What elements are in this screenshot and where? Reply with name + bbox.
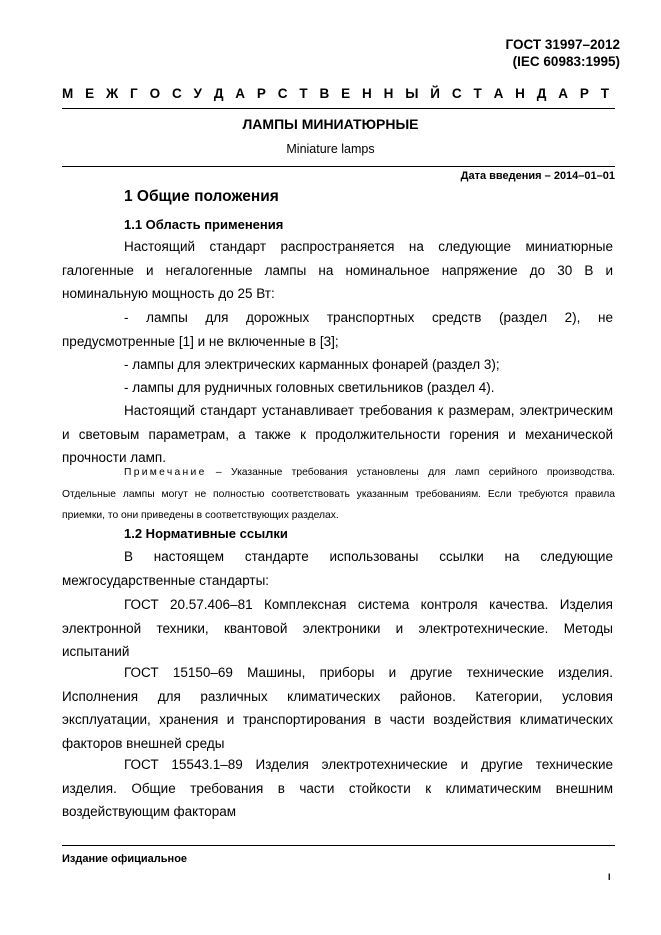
heading-letter: Ж <box>105 86 119 101</box>
text-line: испытаний <box>62 644 130 660</box>
text-line: ГОСТ 15150–69 Машины, приборы и другие технические изделия. <box>124 665 613 680</box>
heading-letter: Д <box>213 86 224 101</box>
text-line: - лампы для дорожных транспортных средств (раздел 2), не <box>124 310 613 325</box>
heading-letter: Н <box>515 86 525 101</box>
heading-letter: Й <box>430 86 440 101</box>
text-line <box>62 462 615 484</box>
text-line: эксплуатации, хранения и транспортирования в части воздействия климатических <box>62 712 613 728</box>
text-line: воздействующим факторам <box>62 804 237 820</box>
reference-item <box>62 753 613 824</box>
official-edition-label: Издание официальное <box>62 853 188 865</box>
text-line: электронной техники, квантовой электроники и электротехнические. Методы <box>62 620 613 636</box>
requirements-paragraph <box>62 399 613 470</box>
text-line: факторов внешней среды <box>62 735 225 751</box>
list-item <box>62 306 613 353</box>
heading-letter: В <box>319 86 330 101</box>
references-intro <box>62 545 613 592</box>
text-line: Исполнения для различных климатических районов. Категории, условия <box>62 688 613 704</box>
heading-letter: Т <box>600 86 609 101</box>
header-divider <box>62 108 615 109</box>
heading-letter: Н <box>383 86 394 101</box>
document-subtitle: Miniature lamps <box>286 142 375 156</box>
title-divider <box>62 166 615 167</box>
text-line: Настоящий стандарт устанавливает требования к размерам, электрическим <box>124 403 613 418</box>
text-line: ГОСТ 15543.1–89 Изделия электротехнические и другие технические <box>124 757 613 772</box>
note-label: Примечание <box>124 467 207 478</box>
heading-letter: У <box>193 86 202 101</box>
document-title: ЛАМПЫ МИНИАТЮРНЫЕ <box>242 116 419 132</box>
heading-letter: А <box>493 86 504 101</box>
heading-letter: О <box>149 86 161 101</box>
heading-letter: С <box>171 86 182 101</box>
text-line: межгосударственные стандарты: <box>62 572 270 588</box>
heading-letter: С <box>277 86 288 101</box>
text-line: приемки, то они приведены в соответствующих разделах. <box>62 510 339 521</box>
text-line: и световым параметрам, а также к продолжительности горения и механической <box>62 426 613 442</box>
text-line: В настоящем стандарте использованы ссылки на следующие <box>124 549 613 564</box>
heading-letter: М <box>62 86 74 101</box>
standard-number: ГОСТ 31997–2012 <box>505 37 620 52</box>
text-line: изделия. Общие требования в части стойкости к климатическим внешним <box>62 780 613 796</box>
heading-letter: Д <box>536 86 547 101</box>
footer-divider <box>62 845 615 846</box>
heading-letter: А <box>235 86 246 101</box>
text-line: Отдельные лампы могут не полностью соответствовать указанным требованиям. Если требуются правила <box>62 488 615 500</box>
heading-letter: Р <box>256 86 266 101</box>
reference-item <box>62 593 613 664</box>
text-line: Настоящий стандарт распространяется на следующие миниатюрные <box>124 239 613 254</box>
text-line: предусмотренные [1] и не включенные в [3]; <box>62 333 339 349</box>
interstate-standard-heading <box>62 86 609 101</box>
heading-letter: Т <box>299 86 308 101</box>
note <box>62 462 615 527</box>
text-line: номинальную мощность до 25 Вт: <box>62 286 275 302</box>
date-of-introduction: Дата введения – 2014–01–01 <box>460 170 615 182</box>
page-number: I <box>608 872 611 882</box>
document-number-block <box>506 36 620 70</box>
list-item: - лампы для рудничных головных светильников (раздел 4). <box>124 380 495 395</box>
list-item: - лампы для электрических карманных фонарей (раздел 3); <box>124 357 500 372</box>
note-text: – Указанные требования установлены для ламп серийного производства. <box>206 467 615 478</box>
reference-item <box>62 661 613 755</box>
heading-letter: Н <box>361 86 372 101</box>
subsection-heading-scope: 1.1 Область применения <box>124 217 284 232</box>
heading-letter: Т <box>473 86 482 101</box>
heading-letter: Е <box>85 86 95 101</box>
heading-letter: С <box>451 86 462 101</box>
section-heading: 1 Общие положения <box>124 188 279 205</box>
heading-letter: Ы <box>405 86 419 101</box>
iec-number: (IEC 60983:1995) <box>512 54 620 69</box>
subsection-heading-references: 1.2 Нормативные ссылки <box>124 526 288 541</box>
scope-paragraph <box>62 235 613 306</box>
text-line: прочности ламп. <box>62 450 166 466</box>
text-line: ГОСТ 20.57.406–81 Комплексная система контроля качества. Изделия <box>124 597 613 612</box>
heading-letter: Е <box>341 86 351 101</box>
heading-letter: Р <box>579 86 589 101</box>
text-line: галогенные и негалогенные лампы на номинальное напряжение до 30 В и <box>62 262 613 278</box>
heading-letter: А <box>558 86 569 101</box>
heading-letter: Г <box>130 86 138 101</box>
